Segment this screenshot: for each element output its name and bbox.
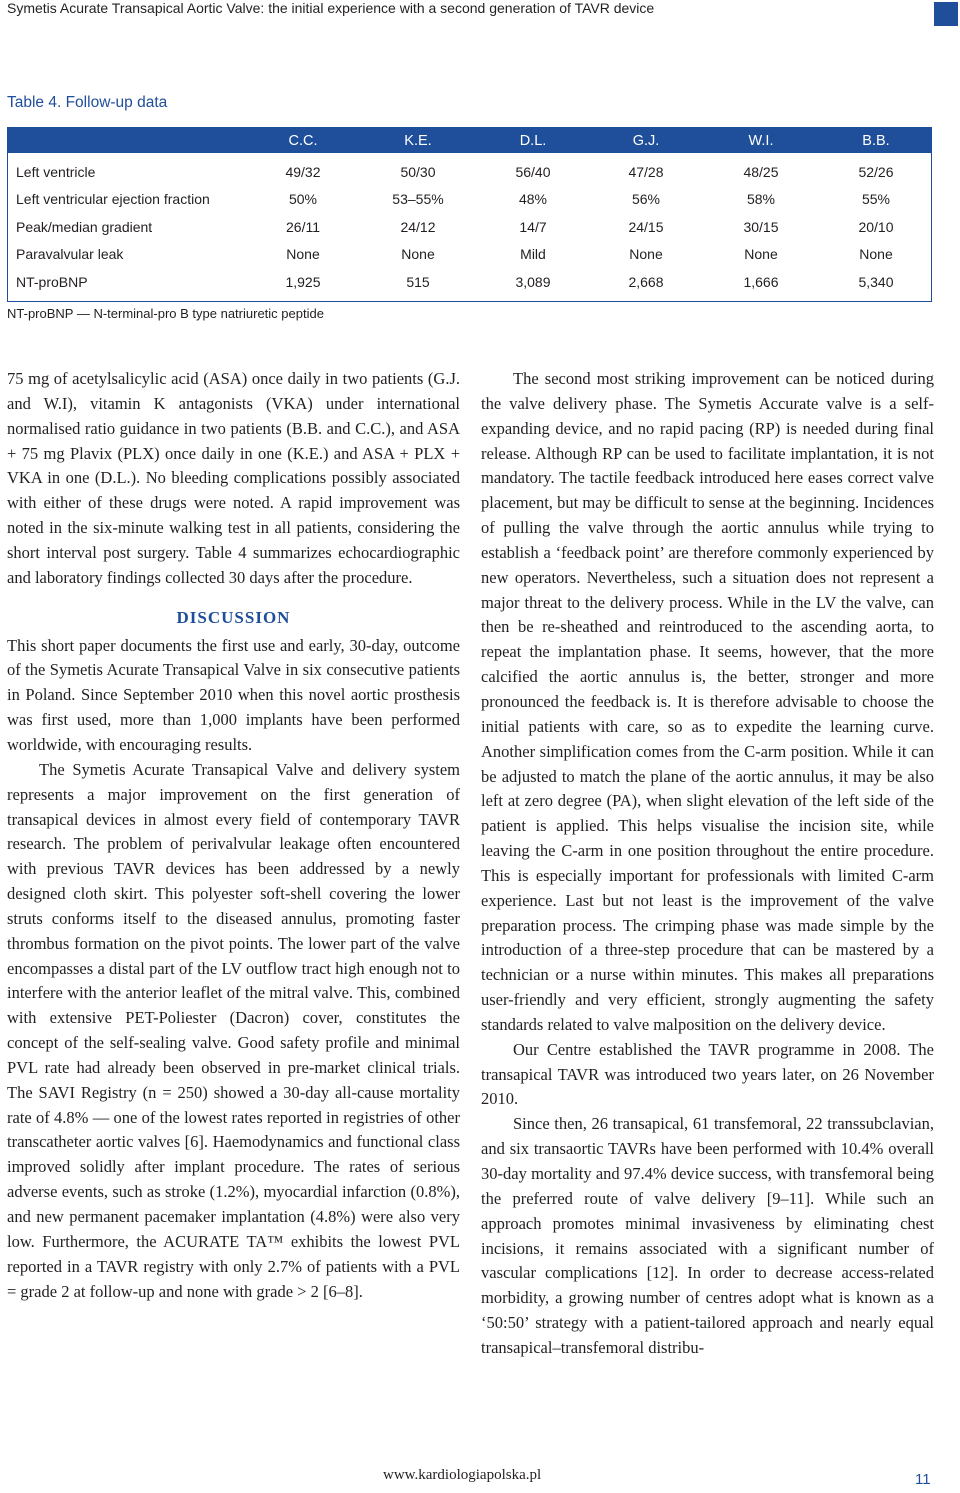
body-paragraph: This short paper documents the first use and early, 30-day, outcome of the Symetis Acurate Transapical Valve in six consecutive patients in Poland. Since September 2010 when this novel aortic prosthesis was first used, more than 1,000 implants have been performed worldwide, with encouraging results.	[7, 635, 460, 754]
column-header: W.I.	[748, 133, 774, 149]
follow-up-table	[7, 127, 932, 302]
table-cell: None	[629, 246, 663, 262]
table-cell: 47/28	[628, 164, 664, 180]
row-label: Peak/median gradient	[16, 219, 153, 235]
table-cell: 5,340	[858, 274, 894, 290]
table-cell: 52/26	[858, 164, 894, 180]
body-paragraph: The second most striking improvement can be noticed during the valve delivery phase. The Symetis Accurate valve is a self-expanding device, and no rapid pacing (RP) is needed during final release. Although RP can be used to facilitate implantation, it is not mandatory. The tactile feedback introduced here eases correct valve placement, but may be difficult to sense at the beginning. Incidences of pulling the valve through the aortic annulus while trying to establish a ‘feedback point’ are therefore commonly experienced by new operators. Nevertheless, such a situation does not represent a major threat to the delivery process. While in the LV the valve, can then be re-sheathed and reintroduced to the ascending aorta, to repeat the implantation phase. It seems, however, that the more calcified the aortic annulus is, the better, stronger and more pronounced the feedback is. It is therefore advisable to choose the initial patients with care, so as to expedite the learning curve. Another simplification comes from the C-arm position. While it can be adjusted to match the plane of the aortic annulus, it may be also left at zero degree (PA), when slight elevation of the left side of the patient is applied. This helps visualise the incision site, while leaving the C-arm in one position throughout the entire procedure. This is especially important for professionals with limited C-arm experience. Last but not least is the improvement of the valve preparation process. The crimping phase was made simple by the introduction of a three-step procedure that can be mastered by a technician or a nurse within minutes. This makes all preparations user-friendly and very efficient, strongly augmenting the safety standards related to valve malposition on the delivery device.	[481, 369, 934, 1034]
table-cell: 56/40	[515, 164, 551, 180]
row-label: NT-proBNP	[16, 274, 88, 290]
column-header: C.C.	[288, 133, 318, 149]
header-accent-square	[934, 2, 958, 26]
table-cell: 24/12	[400, 219, 436, 235]
section-heading-discussion: DISCUSSION	[176, 607, 291, 627]
table-cell: 50/30	[400, 164, 436, 180]
body-paragraph: The Symetis Acurate Transapical Valve and delivery system represents a major improvement on the first generation of transapical devices in almost every field of contemporary TAVR research. The problem of perivalvular leakage often encountered with previous TAVR devices has been addressed by a newly designed cloth skirt. This polyester soft-shell covering the lower struts conforms itself to the diseased annulus, promoting faster thrombus formation on the pivot points. The lower part of the valve encompasses a distal part of the LV outflow tract high enough not to interfere with the anterior leaflet of the mitral valve. This, combined with extensive PET-Poliester (Dacron) cover, constitutes the concept of the self-sealing valve. Good safety profile and minimal PVL rate had already been observed in pre-market clinical trials. The SAVI Registry (n = 250) showed a 30-day all-cause mortality rate of 4.8% — one of the lowest rates reported in registries of other transcatheter aortic valves [6]. Haemodynamics and functional class improved solidly after implant procedure. The rates of serious adverse events, such as stroke (1.2%), myocardial infarction (0.8%), and new permanent pacemaker implantation (4.8%) were also very low. Furthermore, the ACURATE TA™ exhibits the lowest PVL reported in a TAVR registry with only 2.7% of patients with a PVL = grade 2 at follow-up and none with grade > 2 [6–8].	[7, 759, 460, 1301]
right-text-column	[481, 367, 934, 1361]
column-header: G.J.	[632, 133, 660, 149]
footer-url: www.kardiologiapolska.pl	[383, 1467, 542, 1483]
table-cell: None	[744, 246, 778, 262]
table-cell: 49/32	[285, 164, 321, 180]
table-cell: 515	[406, 274, 430, 290]
body-paragraph: Our Centre established the TAVR programme in 2008. The transapical TAVR was introduced two years later, on 26 November 2010.	[481, 1039, 934, 1109]
table-cell: None	[401, 246, 435, 262]
column-header: K.E.	[404, 133, 432, 149]
table-cell: 14/7	[519, 219, 547, 235]
column-header: B.B.	[862, 133, 890, 149]
table-cell: 48%	[518, 191, 548, 207]
row-label: Left ventricle	[16, 164, 96, 180]
table-cell: Mild	[520, 246, 546, 262]
table-cell: 2,668	[628, 274, 664, 290]
table-title: Table 4. Follow-up data	[7, 94, 168, 111]
table-cell: 20/10	[858, 219, 894, 235]
table-header-row	[8, 127, 931, 153]
left-text-column	[7, 367, 460, 1304]
table-cell: 1,666	[743, 274, 779, 290]
table-cell: None	[286, 246, 320, 262]
page-number: 11	[915, 1471, 931, 1488]
table-footnote: NT-proBNP — N-terminal-pro B type natriuretic peptide	[7, 306, 324, 321]
running-title: Symetis Acurate Transapical Aortic Valve: the initial experience with a second generation of TAVR device	[7, 0, 655, 16]
row-label: Left ventricular ejection fraction	[16, 191, 210, 207]
table-cell: 58%	[746, 191, 776, 207]
column-header: D.L.	[519, 133, 547, 149]
table-cell: 56%	[631, 191, 661, 207]
table-cell: 55%	[861, 191, 891, 207]
table-cell: 24/15	[628, 219, 664, 235]
table-cell: 3,089	[515, 274, 551, 290]
body-paragraph: Since then, 26 transapical, 61 transfemoral, 22 transsubclavian, and six transaortic TAVRs have been performed with 10.4% overall 30-day mortality and 97.4% device success, with transfemoral being the preferred route of valve delivery [9–11]. While such an approach promotes minimal invasiveness by eliminating chest incisions, it remains associated with a significant number of vascular complications [12]. In order to decrease access-related morbidity, a growing number of centres adopt what is known as a ‘50:50’ strategy with a patient-tailored approach and nearly equal transapical–transfemoral distribu-	[481, 1114, 934, 1357]
table-cell: 48/25	[743, 164, 779, 180]
table-cell: 26/11	[286, 219, 320, 235]
table-cell: 50%	[288, 191, 318, 207]
row-label: Paravalvular leak	[16, 246, 124, 262]
body-paragraph: 75 mg of acetylsalicylic acid (ASA) once daily in two patients (G.J. and W.I), vitamin K antagonists (VKA) under international normalised ratio guidance in two patients (B.B. and C.C.), and ASA + 75 mg Plavix (PLX) once daily in one (K.E.) and ASA + PLX + VKA in one (D.L.). No bleeding complications possibly associated with either of these drugs were noted. A rapid improvement was noted in the six-minute walking test in all patients, considering the short interval post surgery. Table 4 summarizes echocardiographic and laboratory findings collected 30 days after the procedure.	[7, 369, 460, 587]
table-cell: 30/15	[743, 219, 779, 235]
table-cell: 1,925	[285, 274, 321, 290]
table-cell: 53–55%	[392, 191, 444, 207]
table-cell: None	[859, 246, 893, 262]
